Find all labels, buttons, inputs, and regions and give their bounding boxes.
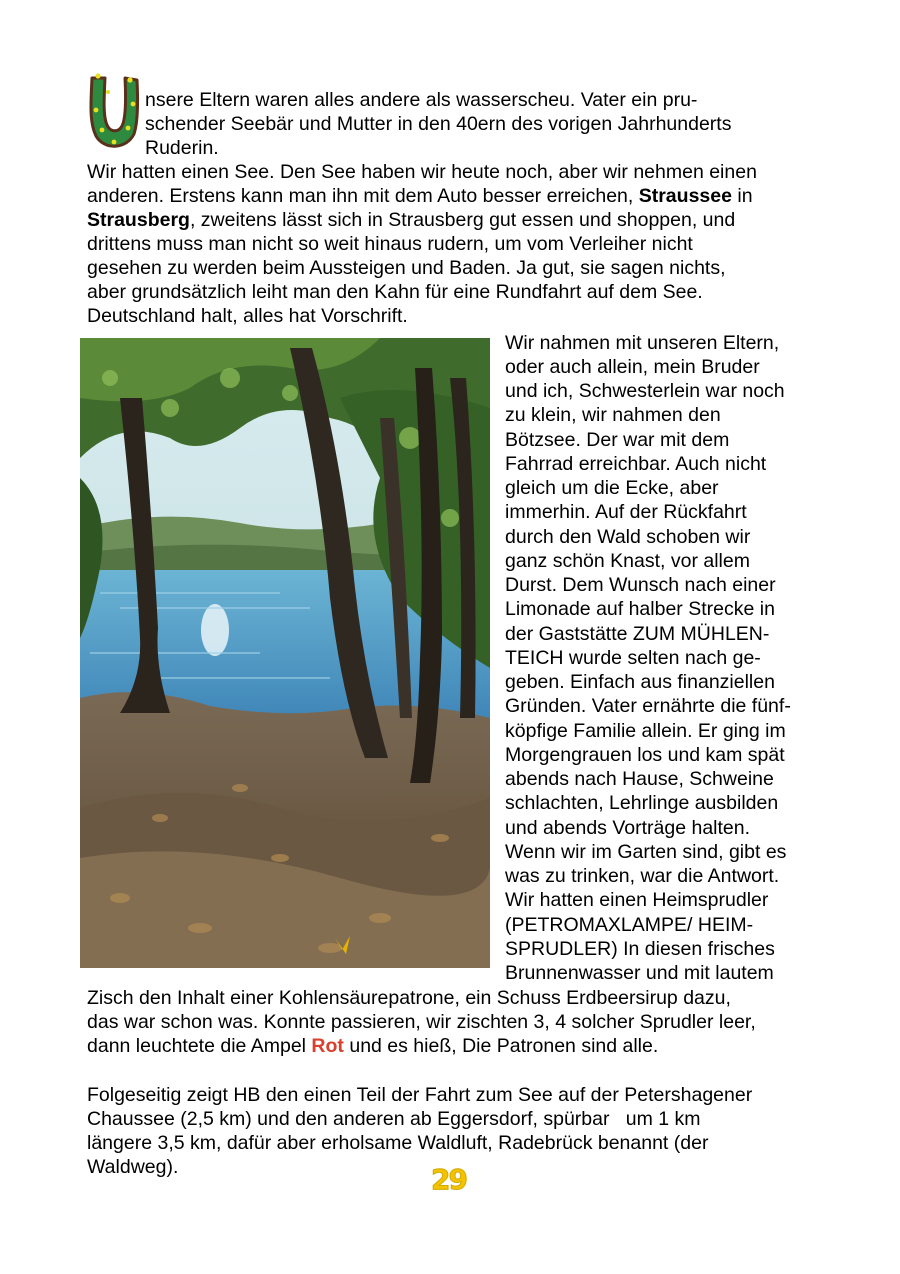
text-line: Wir hatten einen Heimsprudler [505, 889, 769, 911]
text-line: der Gaststätte ZUM MÜHLEN- [505, 623, 770, 645]
text-line: nsere Eltern waren alles andere als wasserscheu. Vater ein pru- [145, 89, 698, 111]
text-line: anderen. Erstens kann man ihn mit dem Auto besser erreichen, Straussee in [87, 185, 753, 207]
lake-forest-photo [80, 338, 490, 968]
text-line: längere 3,5 km, dafür aber erholsame Waldluft, Radebrück benannt (der [87, 1132, 709, 1154]
text-line: durch den Wald schoben wir [505, 526, 751, 548]
text-line: köpfige Familie allein. Er ging im [505, 720, 786, 742]
text-line: Wenn wir im Garten sind, gibt es [505, 841, 787, 863]
text-line: und abends Vorträge halten. [505, 817, 751, 839]
text-line: Ruderin. [145, 137, 219, 159]
text-line: drittens muss man nicht so weit hinaus rudern, um vom Verleiher nicht [87, 233, 693, 255]
drop-cap-letter-u [86, 70, 142, 150]
text-line: aber grundsätzlich leiht man den Kahn für eine Rundfahrt auf dem See. [87, 281, 703, 303]
text-line: das war schon was. Konnte passieren, wir zischten 3, 4 solcher Sprudler leer, [87, 1011, 756, 1033]
text-line: Deutschland halt, alles hat Vorschrift. [87, 305, 408, 327]
text-line: gesehen zu werden beim Aussteigen und Baden. Ja gut, sie sagen nichts, [87, 257, 726, 279]
text-line: Wir hatten einen See. Den See haben wir heute noch, aber wir nehmen einen [87, 161, 757, 183]
text-line: Chaussee (2,5 km) und den anderen ab Eggersdorf, spürbar um 1 km [87, 1108, 701, 1130]
text-line: Morgengrauen los und kam spät [505, 744, 785, 766]
bold-place-name: Strausberg [87, 209, 190, 231]
bold-place-name: Straussee [638, 185, 732, 207]
text-line: immerhin. Auf der Rückfahrt [505, 501, 747, 523]
text-line: ganz schön Knast, vor allem [505, 550, 750, 572]
highlight-red-word: Rot [311, 1035, 344, 1057]
text-line: Brunnenwasser und mit lautem [505, 962, 774, 984]
text-line: geben. Einfach aus finanziellen [505, 671, 775, 693]
text-line: abends nach Hause, Schweine [505, 768, 774, 790]
text-line: zu klein, wir nahmen den [505, 404, 721, 426]
text-line: Zisch den Inhalt einer Kohlensäurepatrone, ein Schuss Erdbeersirup dazu, [87, 987, 731, 1009]
text-line: dann leuchtete die Ampel Rot und es hieß, Die Patronen sind alle. [87, 1035, 659, 1057]
text-line: Folgeseitig zeigt HB den einen Teil der Fahrt zum See auf der Petershagener [87, 1084, 753, 1106]
text-line: Wir nahmen mit unseren Eltern, [505, 332, 780, 354]
text-line: Fahrrad erreichbar. Auch nicht [505, 453, 767, 475]
text-line: oder auch allein, mein Bruder [505, 356, 760, 378]
text-line: Limonade auf halber Strecke in [505, 598, 775, 620]
text-line: Waldweg). [87, 1156, 179, 1178]
text-line: TEICH wurde selten nach ge- [505, 647, 761, 669]
text-line: (PETROMAXLAMPE/ HEIM- [505, 914, 754, 936]
text-line: Gründen. Vater ernährte die fünf- [505, 695, 791, 717]
text-line: und ich, Schwesterlein war noch [505, 380, 785, 402]
page-number: 29 [431, 1163, 466, 1196]
text-line: Durst. Dem Wunsch nach einer [505, 574, 776, 596]
text-line: gleich um die Ecke, aber [505, 477, 719, 499]
text-line: schlachten, Lehrlinge ausbilden [505, 792, 779, 814]
text-line: Strausberg, zweitens lässt sich in Strausberg gut essen und shoppen, und [87, 209, 736, 231]
text-line: SPRUDLER) In diesen frisches [505, 938, 775, 960]
text-line: Bötzsee. Der war mit dem [505, 429, 730, 451]
text-line: schender Seebär und Mutter in den 40ern des vorigen Jahrhunderts [145, 113, 732, 135]
text-line: was zu trinken, war die Antwort. [505, 865, 780, 887]
